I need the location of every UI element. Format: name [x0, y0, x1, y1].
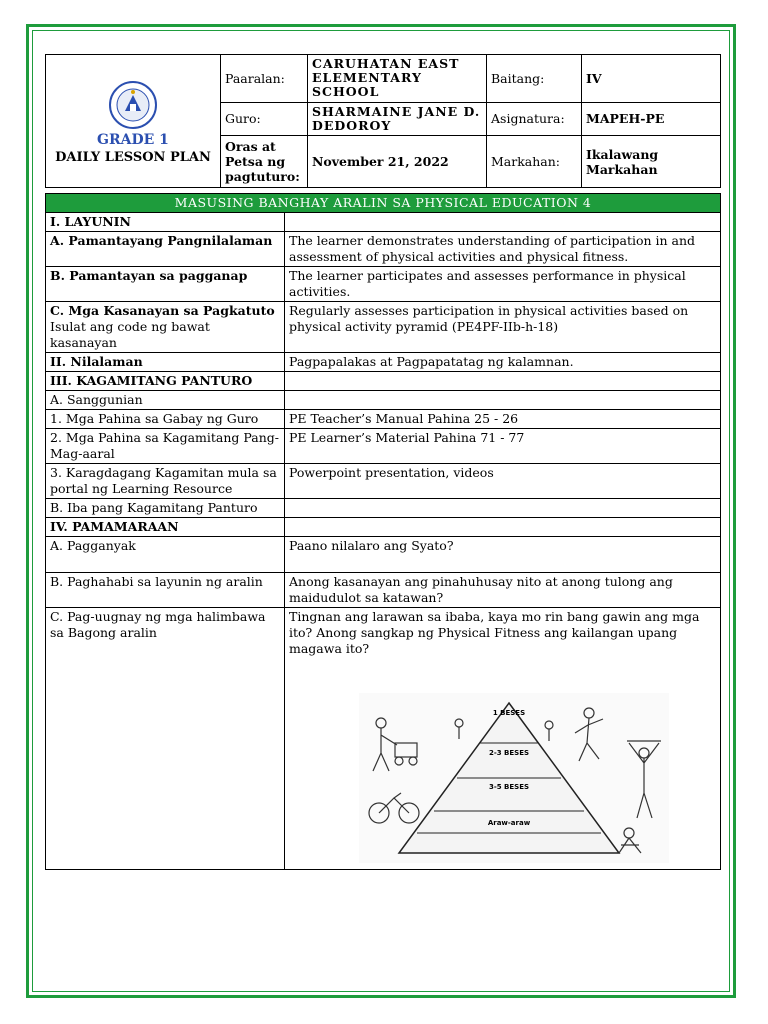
row-label: A. Pagganyak	[46, 537, 285, 573]
guro-label: Guro:	[221, 102, 308, 136]
row-value: Powerpoint presentation, videos	[285, 464, 721, 499]
oras-value: November 21, 2022	[308, 136, 487, 188]
markahan-value: Ikalawang Markahan	[582, 136, 721, 188]
markahan-label: Markahan:	[487, 136, 582, 188]
oras-label: Oras at Petsa ng pagtuturo:	[221, 136, 308, 188]
baitang-value: IV	[582, 55, 721, 103]
pyramid-base-label: Araw-araw	[487, 819, 531, 827]
guro-value: SHARMAINE JANE D. DEDOROY	[308, 102, 487, 136]
row-label: B. Iba pang Kagamitang Panturo	[46, 499, 285, 518]
row-label: B. Pamantayan sa pagganap	[46, 267, 285, 302]
lesson-plan-table	[45, 193, 721, 870]
row-value-cell	[285, 608, 721, 870]
deped-seal-icon	[103, 80, 163, 130]
row-label: C. Pag-uugnay ng mga halimbawa sa Bagong aralin	[46, 608, 285, 870]
row-label: 3. Karagdagang Kagamitan mula sa portal ng Learning Resource	[46, 464, 285, 499]
row-label: A. Pamantayang Pangnilalaman	[46, 232, 285, 267]
row-label: 1. Mga Pahina sa Gabay ng Guro	[46, 410, 285, 429]
pyramid-mid-label: 2-3 BESES	[488, 749, 530, 757]
asignatura-label: Asignatura:	[487, 102, 582, 136]
paaralan-value: CARUHATAN EAST ELEMENTARY SCHOOL	[308, 55, 487, 103]
row-label: B. Paghahabi sa layunin ng aralin	[46, 573, 285, 608]
pyramid-top-label: 1 BESES	[492, 709, 526, 717]
row-value: The learner participates and assesses performance in physical activities.	[285, 267, 721, 302]
plan-title: DAILY LESSON PLAN	[55, 149, 211, 165]
row-value: PE Teacher’s Manual Pahina 25 - 26	[285, 410, 721, 429]
header-table	[45, 54, 721, 188]
row-value: Pagpapalakas at Pagpapatatag ng kalamnan.	[285, 353, 721, 372]
logo-cell	[46, 55, 221, 188]
row-value: The learner demonstrates understanding of participation in and assessment of physical activities and physical fitness.	[285, 232, 721, 267]
row-label: III. KAGAMITANG PANTURO	[46, 372, 285, 391]
row-label: C. Mga Kasanayan sa Pagkatuto	[50, 303, 275, 318]
row-value: Regularly assesses participation in physical activities based on physical activity pyramid (PE4PF-IIb-h-18)	[285, 302, 721, 353]
row-value	[285, 499, 721, 518]
activity-pyramid-image	[359, 693, 669, 863]
row-label: A. Sanggunian	[46, 391, 285, 410]
row-value: Anong kasanayan ang pinahuhusay nito at anong tulong ang maidudulot sa katawan?	[285, 573, 721, 608]
row-value	[285, 372, 721, 391]
banner-title: MASUSING BANGHAY ARALIN SA PHYSICAL EDUCATION 4	[46, 194, 721, 213]
row-value	[285, 518, 721, 537]
asignatura-value: MAPEH-PE	[582, 102, 721, 136]
paaralan-label: Paaralan:	[221, 55, 308, 103]
row-value: PE Learner’s Material Pahina 71 - 77	[285, 429, 721, 464]
pyramid-illustration	[289, 657, 716, 868]
baitang-label: Baitang:	[487, 55, 582, 103]
row-label: II. Nilalaman	[46, 353, 285, 372]
row-label: 2. Mga Pahina sa Kagamitang Pang-Mag-aaral	[46, 429, 285, 464]
row-value: Paano nilalaro ang Syato?	[285, 537, 721, 573]
row-label-cell	[46, 302, 285, 353]
row-value: Tingnan ang larawan sa ibaba, kaya mo rin bang gawin ang mga ito? Anong sangkap ng Physical Fitness ang kailangan upang magawa ito?	[289, 609, 700, 656]
row-label: I. LAYUNIN	[46, 213, 285, 232]
row-sublabel: Isulat ang code ng bawat kasanayan	[50, 319, 210, 350]
row-value	[285, 213, 721, 232]
row-label: IV. PAMAMARAAN	[46, 518, 285, 537]
row-value	[285, 391, 721, 410]
pyramid-low-label: 3-5 BESES	[488, 783, 530, 791]
grade-label: GRADE 1	[97, 131, 169, 148]
